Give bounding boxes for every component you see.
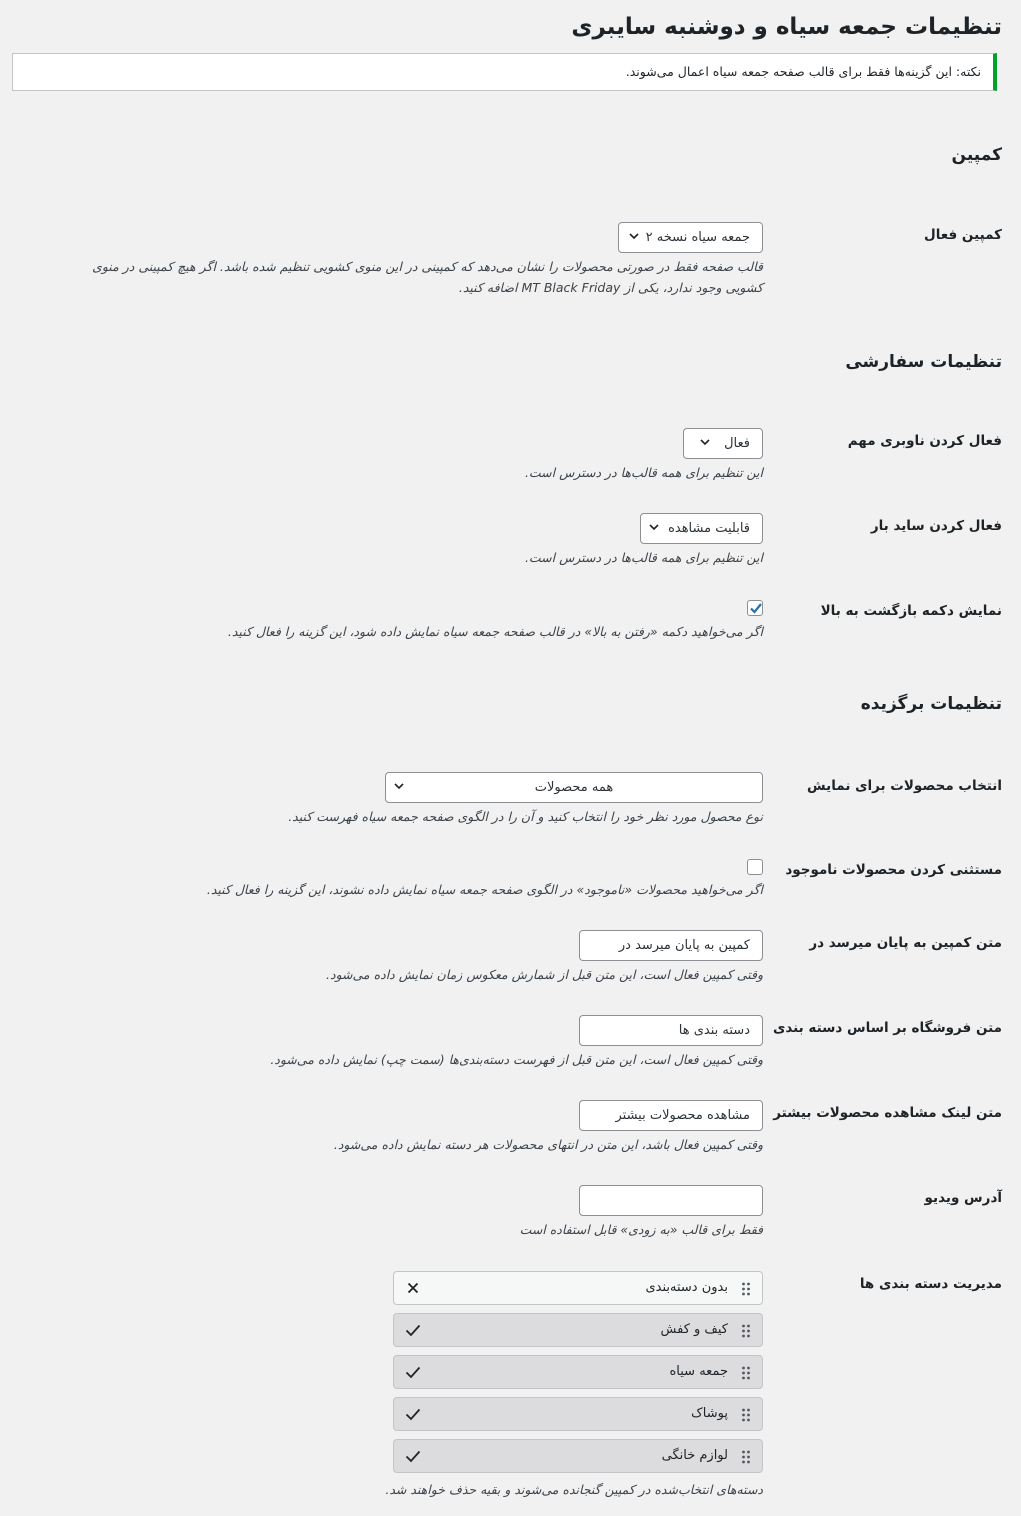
section-title-order: تنظیمات سفارشی (845, 352, 1002, 372)
checkmark-icon[interactable] (404, 1447, 422, 1465)
sidebar-select[interactable] (640, 513, 763, 544)
chevron-down-icon (392, 777, 406, 795)
section-title-featured: تنظیمات برگزیده (860, 694, 1002, 714)
category-item[interactable] (393, 1439, 763, 1473)
shop-by-category-input[interactable] (579, 1015, 763, 1046)
category-item[interactable] (393, 1271, 763, 1305)
notice-text: نکته: این گزینه‌ها فقط برای قالب صفحه جمعه سیاه اعمال می‌شوند. (625, 64, 981, 79)
sidebar-label: فعال کردن ساید بار (870, 518, 1002, 534)
navigation-value: فعال (724, 436, 750, 451)
video-url-description: فقط برای قالب «به زودی» قابل استفاده است (519, 1222, 763, 1237)
exclude-out-of-stock-label: مستثنی کردن محصولات ناموجود (785, 862, 1002, 878)
section-title-campaign: کمپین (951, 145, 1002, 165)
products-display-value: همه محصولات (534, 780, 614, 795)
active-campaign-desc-line2: کشویی وجود ندارد، یکی از MT Black Friday اضافه کنید. (458, 280, 763, 295)
category-name: جمعه سیاه (669, 1364, 728, 1379)
drag-handle-icon[interactable] (740, 1365, 752, 1381)
back-to-top-checkbox[interactable] (747, 600, 763, 616)
drag-handle-icon[interactable] (740, 1281, 752, 1297)
chevron-down-icon (698, 433, 712, 451)
close-icon[interactable] (404, 1279, 422, 1297)
page-title: تنظیمات جمعه سیاه و دوشنبه سایبری (571, 14, 1002, 40)
active-campaign-label: کمپین فعال (923, 227, 1002, 243)
manage-categories-description: دسته‌های انتخاب‌شده در کمپین گنجانده می‌شوند و بقیه حذف خواهند شد. (385, 1482, 763, 1497)
video-url-input[interactable] (579, 1185, 763, 1216)
navigation-label: فعال کردن ناوبری مهم (847, 433, 1002, 449)
video-url-label: آدرس ویدیو (924, 1190, 1002, 1206)
campaign-ending-text-input[interactable] (579, 930, 763, 961)
active-campaign-value: جمعه سیاه نسخه ۲ (645, 230, 750, 245)
category-item[interactable] (393, 1397, 763, 1431)
view-more-link-value: مشاهده محصولات بیشتر (615, 1108, 750, 1123)
notice-box (12, 53, 997, 91)
chevron-down-icon (627, 227, 641, 245)
category-name: کیف و کفش (660, 1322, 728, 1337)
active-campaign-desc-line1: قالب صفحه فقط در صورتی محصولات را نشان می‌دهد که کمپینی در این منوی کشویی تنظیم شده باشد. اگر هیچ کمپینی در منوی (92, 259, 763, 274)
drag-handle-icon[interactable] (740, 1407, 752, 1423)
products-display-label: انتخاب محصولات برای نمایش (807, 778, 1002, 794)
sidebar-value: قابلیت مشاهده (668, 521, 750, 536)
campaign-ending-text-label: متن کمپین به پایان میرسد در (809, 935, 1002, 951)
campaign-ending-text-value: کمپین به پایان میرسد در (618, 938, 750, 953)
back-to-top-label: نمایش دکمه بازگشت به بالا (820, 603, 1002, 619)
active-campaign-select[interactable] (618, 222, 763, 253)
checkmark-icon[interactable] (404, 1405, 422, 1423)
sidebar-description: این تنظیم برای همه قالب‌ها در دسترس است. (524, 550, 763, 565)
exclude-out-of-stock-description: اگر می‌خواهید محصولات «ناموجود» در الگوی صفحه جمعه سیاه نمایش داده نشوند، این گزینه را فعال کنید. (206, 882, 763, 897)
shop-by-category-description: وقتی کمپین فعال است، این متن قبل از فهرست دسته‌بندی‌ها (سمت چپ) نمایش داده می‌شود. (270, 1052, 763, 1067)
manage-categories-label: مدیریت دسته بندی ها (859, 1276, 1002, 1292)
drag-handle-icon[interactable] (740, 1323, 752, 1339)
view-more-link-input[interactable] (579, 1100, 763, 1131)
checkmark-icon[interactable] (404, 1321, 422, 1339)
shop-by-category-label: متن فروشگاه بر اساس دسته بندی (772, 1020, 1002, 1036)
products-display-select[interactable] (385, 772, 763, 803)
category-item[interactable] (393, 1355, 763, 1389)
view-more-link-description: وقتی کمپین فعال باشد، این متن در انتهای محصولات هر دسته نمایش داده می‌شود. (333, 1137, 763, 1152)
products-display-description: نوع محصول مورد نظر خود را انتخاب کنید و آن را در الگوی صفحه جمعه سیاه فهرست کنید. (288, 809, 763, 824)
category-name: لوازم خانگی (661, 1448, 728, 1463)
category-item[interactable] (393, 1313, 763, 1347)
exclude-out-of-stock-checkbox[interactable] (747, 859, 763, 875)
category-name: بدون دسته‌بندی (645, 1280, 728, 1295)
campaign-ending-text-description: وقتی کمپین فعال است، این متن قبل از شمارش معکوس زمان نمایش داده می‌شود. (326, 967, 763, 982)
navigation-select[interactable] (683, 428, 763, 459)
navigation-description: این تنظیم برای همه قالب‌ها در دسترس است. (524, 465, 763, 480)
checkmark-icon (748, 600, 764, 616)
view-more-link-label: متن لینک مشاهده محصولات بیشتر (773, 1105, 1002, 1121)
chevron-down-icon (647, 518, 661, 536)
back-to-top-description: اگر می‌خواهید دکمه «رفتن به بالا» در قالب صفحه جمعه سیاه نمایش داده شود، این گزینه را فعال کنید. (227, 624, 763, 639)
category-name: پوشاک (691, 1406, 728, 1421)
active-campaign-description (53, 256, 763, 298)
checkmark-icon[interactable] (404, 1363, 422, 1381)
drag-handle-icon[interactable] (740, 1449, 752, 1465)
shop-by-category-value: دسته بندی ها (678, 1023, 750, 1038)
